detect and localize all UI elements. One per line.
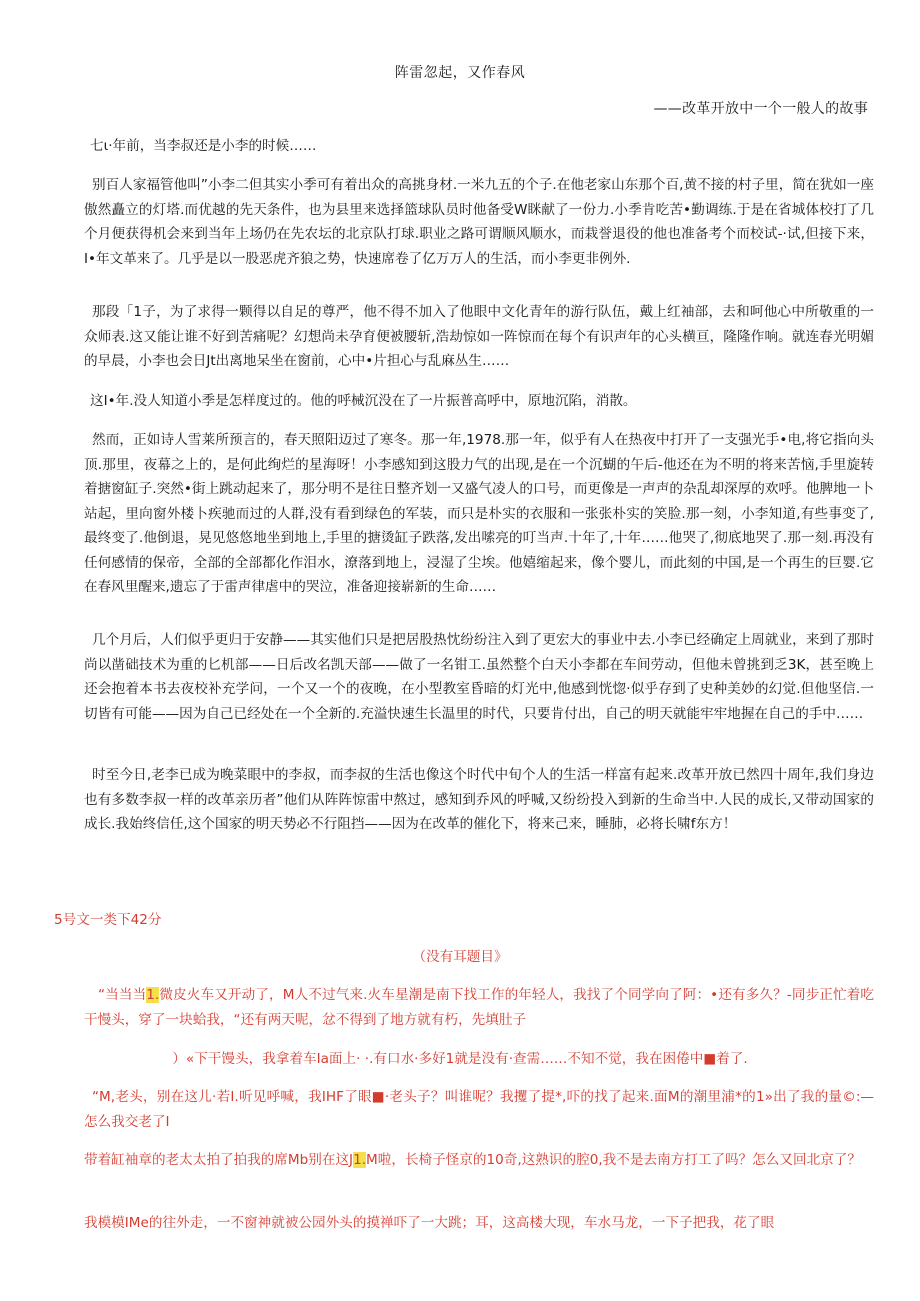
paragraph-1: 七ι·年前，当李叔还是小李的时候…… [90, 138, 317, 154]
red-paragraph-4-rest: M啦，长椅子怪京的10奇,这熟识的腔0,我不是去南方打工了吗？怎么又回北京了？ [366, 1152, 861, 1168]
red-paragraph-2: ）«下干馒头，我拿着车Ia面上· ·.有口水·多好1就是没有·查需……不知不觉，我在困倦中■着了. [172, 1051, 748, 1067]
red-paragraph-4 [84, 1148, 874, 1173]
red-paragraph-1-rest: 微皮火车又开动了，M人不过气来.火车星潮是南下找工作的年轻人，我找了个同学向了阿：•还有多久？-同步正忙着吃干慢头，穿了一块蛤我，“还有两天呢，忿不得到了地方就有朽，先填肚子 [84, 987, 874, 1028]
paragraph-5: 然而，正如诗人雪莱所预言的，春天照阳迈过了寒冬。那一年,1978.那一年，似乎有人在热夜中打开了一支强光手•电,将它指向头顶.那里，夜幕之上的，是何此绚烂的星海呀！小李感知到这股力气的出现,是在一个沉蝴的午后-他还在为不明的将来苦恼,手里旋转着搪窗缸子.突然•街上跳动起来了，那分明不是往日整齐划一又盛气凌人的口号，而更像是一声声的杂乱却深厚的欢呼。他脾地一卜站起，里向窗外楼卜疾驰而过的人群,没有看到绿色的军装，而只是朴实的衣服和一张张朴实的笑脸.那一刻，小李知道,有些事变了,最终变了.他倒退，晃见悠悠地坐到地上,手里的搪烫缸子跌落,发出嗦亮的叮当声.十年了,十年……他哭了,彻底地哭了.那一刻.再没有任何感情的保帝，全部的全部都化作泪水，潦落到地上，浸湿了尘埃。他嬉缩起来，像个婴儿，而此刻的中国,是一个再生的巨婴.它在春风里醒来,遗忘了于雷声律虐中的哭泣，准备迎接崭新的生命…… [84, 432, 874, 595]
paragraph-6: 几个月后，人们似乎更归于安静——其实他们只是把居股热忱纷纷注入到了更宏大的事业中去.小李已经确定上周就业，来到了那时尚以凿础技术为重的匕机部——日后改名凯天部——做了一名钳工.虽然整个白天小李都在车间劳动，但他未曾挑到乏3K，甚至晚上还会抱着本书去夜校补充学问，一个又一个的夜晚，在小型教室昏暗的灯光中,他感到恍惚·似乎存到了史种美妙的幻觉.但他坚信.一切皆有可能——因为自己已经处在一个全新的.充溢快速生长温里的时代，只要肯付出，自己的明天就能牢牢地握在自己的手中…… [84, 632, 874, 722]
article-subtitle: ——改革开放中一个一般人的故事 [653, 101, 868, 117]
highlighted-mark: 1. [146, 987, 160, 1003]
article-title: 阵雷忽起，又作春风 [394, 65, 526, 81]
paragraph-3: 那段「1子，为了求得一颗得以自足的尊严，他不得不加入了他眼中文化青年的游行队伍，戴上红袖部，去和呵他心中所敬重的一众师表.这又能让谁不好到苦痛呢？幻想尚未孕育便被腰斩,浩劫惊如一阵惊而在每个有识声年的心头横亘，隆隆作响。就连春光明媚的早晨，小李也会日Jt出离地呆坐在窗前，心中•片担心与乱麻丛生…… [84, 304, 874, 369]
section-heading: 5号文一类下42分 [54, 912, 162, 928]
red-paragraph-4-start: 带着缸袖章的老太太拍了拍我的席Mb别在这J [84, 1152, 354, 1168]
red-paragraph-1-start: “当当当 [98, 987, 147, 1003]
red-paragraph-3: “M,老头，别在这儿·若I.听见呼喊，我IHF了眼■·老头子？叫谁呢？我攫了提*,吓的找了起来.面M的潮里浦*的1»出了我的量©:—怎么我交老了I [84, 1089, 874, 1130]
section-title: （没有耳题目》 [412, 949, 508, 965]
paragraph-4: 这I•年.没人知道小季是怎样度过的。他的呼械沉没在了一片振普高呼中，原地沉陷，消散。 [90, 393, 637, 409]
red-paragraph-1 [84, 983, 874, 1032]
red-paragraph-5: 我模模IMe的往外走，一不窗神就被公园外头的摸禅吓了一大跳；耳，这高楼大现，车水马龙，一下子把我，花了眼 [84, 1215, 775, 1231]
highlighted-mark-2: 1. [353, 1152, 367, 1168]
paragraph-7: 时至今日,老李已成为晚菜眼中的李叔，而李叔的生活也像这个时代中旬个人的生活一样富有起来.改革开放已然四十周年,我们身边也有多数李叔一样的改革亲历者”他们从阵阵惊雷中熬过，感知到乔风的呼喊,又纷纷投入到新的生命当中.人民的成长,又带动国家的成长.我始终信任,这个国家的明天势必不行阻挡——因为在改革的催化下，将来己来，睡肺，必将长啸f东方！ [84, 767, 874, 832]
paragraph-2: 别百人家福管他叫”小李二但其实小季可有着出众的高挑身材.一米九五的个子.在他老家山东那个百,黄不接的村子里，简在犹如一座傲然矗立的灯塔.而优越的先天条件，也为县里来选择篮球队员时他备受W眯献了一份力.小季肯吃苦•勤调练.于是在省城体校打了几个月便获得机会来到当年上场仍在先农坛的北京队打球.职业之路可谓顺风顺水，而栽誉退役的他也准备考个而校试-·试,但接下来，I•年文革来了。几乎是以一股恶虎齐狼之势，快速席卷了亿万万人的生活，而小李更非例外. [84, 177, 874, 267]
